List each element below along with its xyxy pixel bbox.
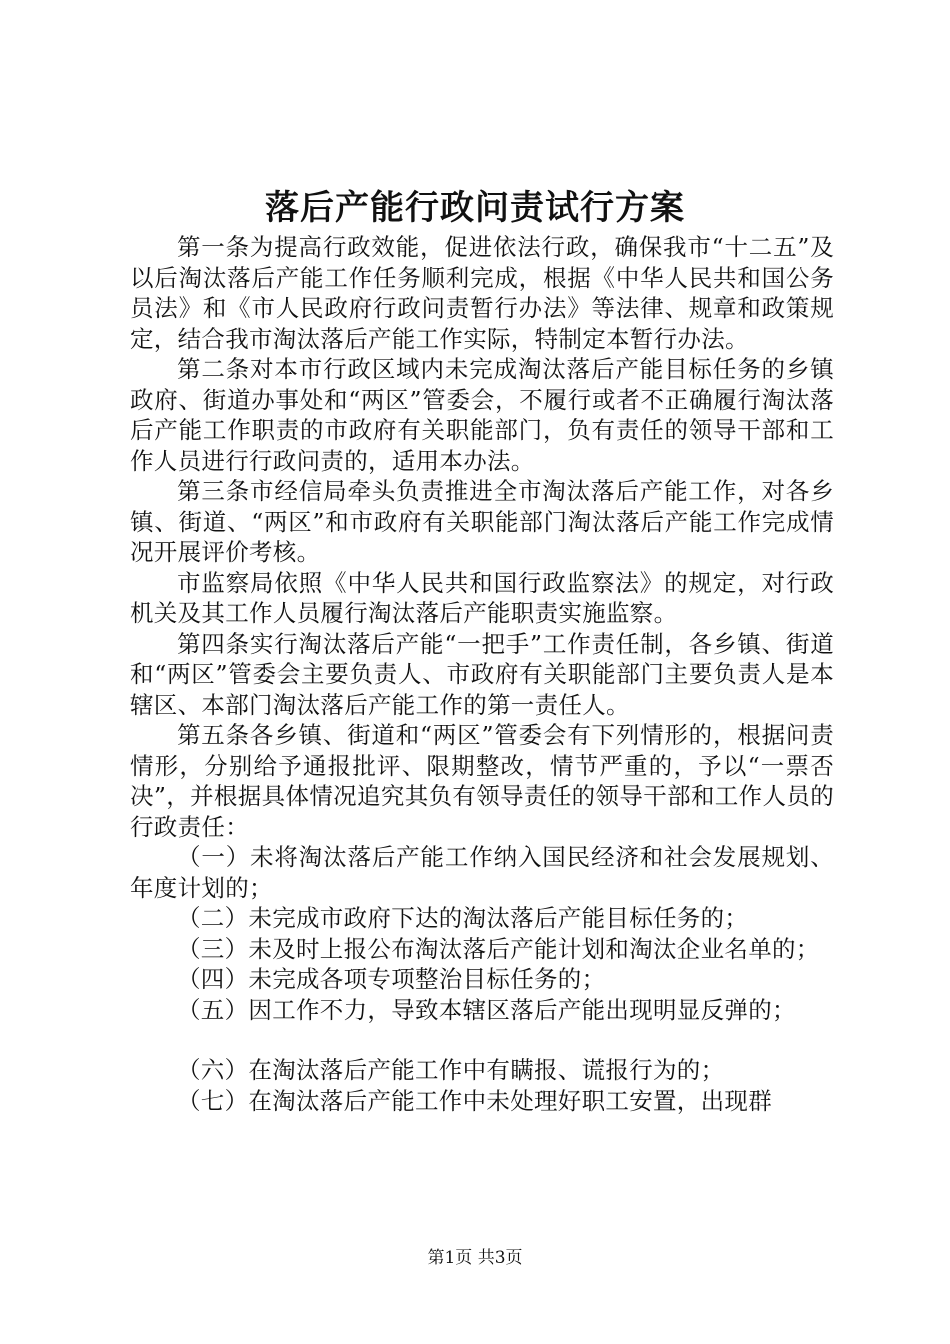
paragraph-article-1: 第一条为提高行政效能，促进依法行政，确保我市“十二五”及以后淘汰落后产能工作任务顺利完成，根据《中华人民共和国公务员法》和《市人民政府行政问责暂行办法》等法律、规章和政策规定，结合我市淘汰落后产能工作实际，特制定本暂行办法。 xyxy=(130,233,834,353)
list-item-3: （三）未及时上报公布淘汰落后产能计划和淘汰企业名单的； xyxy=(177,934,820,963)
page-footer: 第1页 共3页 xyxy=(427,1248,523,1268)
paragraph-supervision: 市监察局依照《中华人民共和国行政监察法》的规定，对行政机关及其工作人员履行淘汰落后产能职责实施监察。 xyxy=(130,568,834,627)
list-item-6: （六）在淘汰落后产能工作中有瞒报、谎报行为的； xyxy=(177,1056,725,1084)
paragraph-article-4: 第四条实行淘汰落后产能“一把手”工作责任制，各乡镇、街道和“两区”管委会主要负责人、市政府有关职能部门主要负责人是本辖区、本部门淘汰落后产能工作的第一责任人。 xyxy=(130,629,834,719)
list-item-4: （四）未完成各项专项整治目标任务的； xyxy=(177,965,606,993)
list-item-5: （五）因工作不力，导致本辖区落后产能出现明显反弹的； xyxy=(177,995,796,1024)
document-title: 落后产能行政问责试行方案 xyxy=(265,188,685,228)
list-item-7: （七）在淘汰落后产能工作中未处理好职工安置，出现群 xyxy=(177,1086,772,1115)
paragraph-article-5: 第五条各乡镇、街道和“两区”管委会有下列情形的，根据问责情形，分别给予通报批评、限期整改，情节严重的，予以“一票否决”，并根据具体情况追究其负有领导责任的领导干部和工作人员的行政责任： xyxy=(130,721,834,841)
list-item-1: （一）未将淘汰落后产能工作纳入国民经济和社会发展规划、年度计划的； xyxy=(130,843,834,902)
paragraph-article-3: 第三条市经信局牵头负责推进全市淘汰落后产能工作，对各乡镇、街道、“两区”和市政府有关职能部门淘汰落后产能工作完成情况开展评价考核。 xyxy=(130,477,834,566)
paragraph-article-2: 第二条对本市行政区域内未完成淘汰落后产能目标任务的乡镇政府、街道办事处和“两区”管委会，不履行或者不正确履行淘汰落后产能工作职责的市政府有关职能部门，负有责任的领导干部和工作人员进行行政问责的，适用本办法。 xyxy=(130,355,834,475)
document-body xyxy=(130,232,834,1116)
list-item-2: （二）未完成市政府下达的淘汰落后产能目标任务的； xyxy=(177,904,749,932)
